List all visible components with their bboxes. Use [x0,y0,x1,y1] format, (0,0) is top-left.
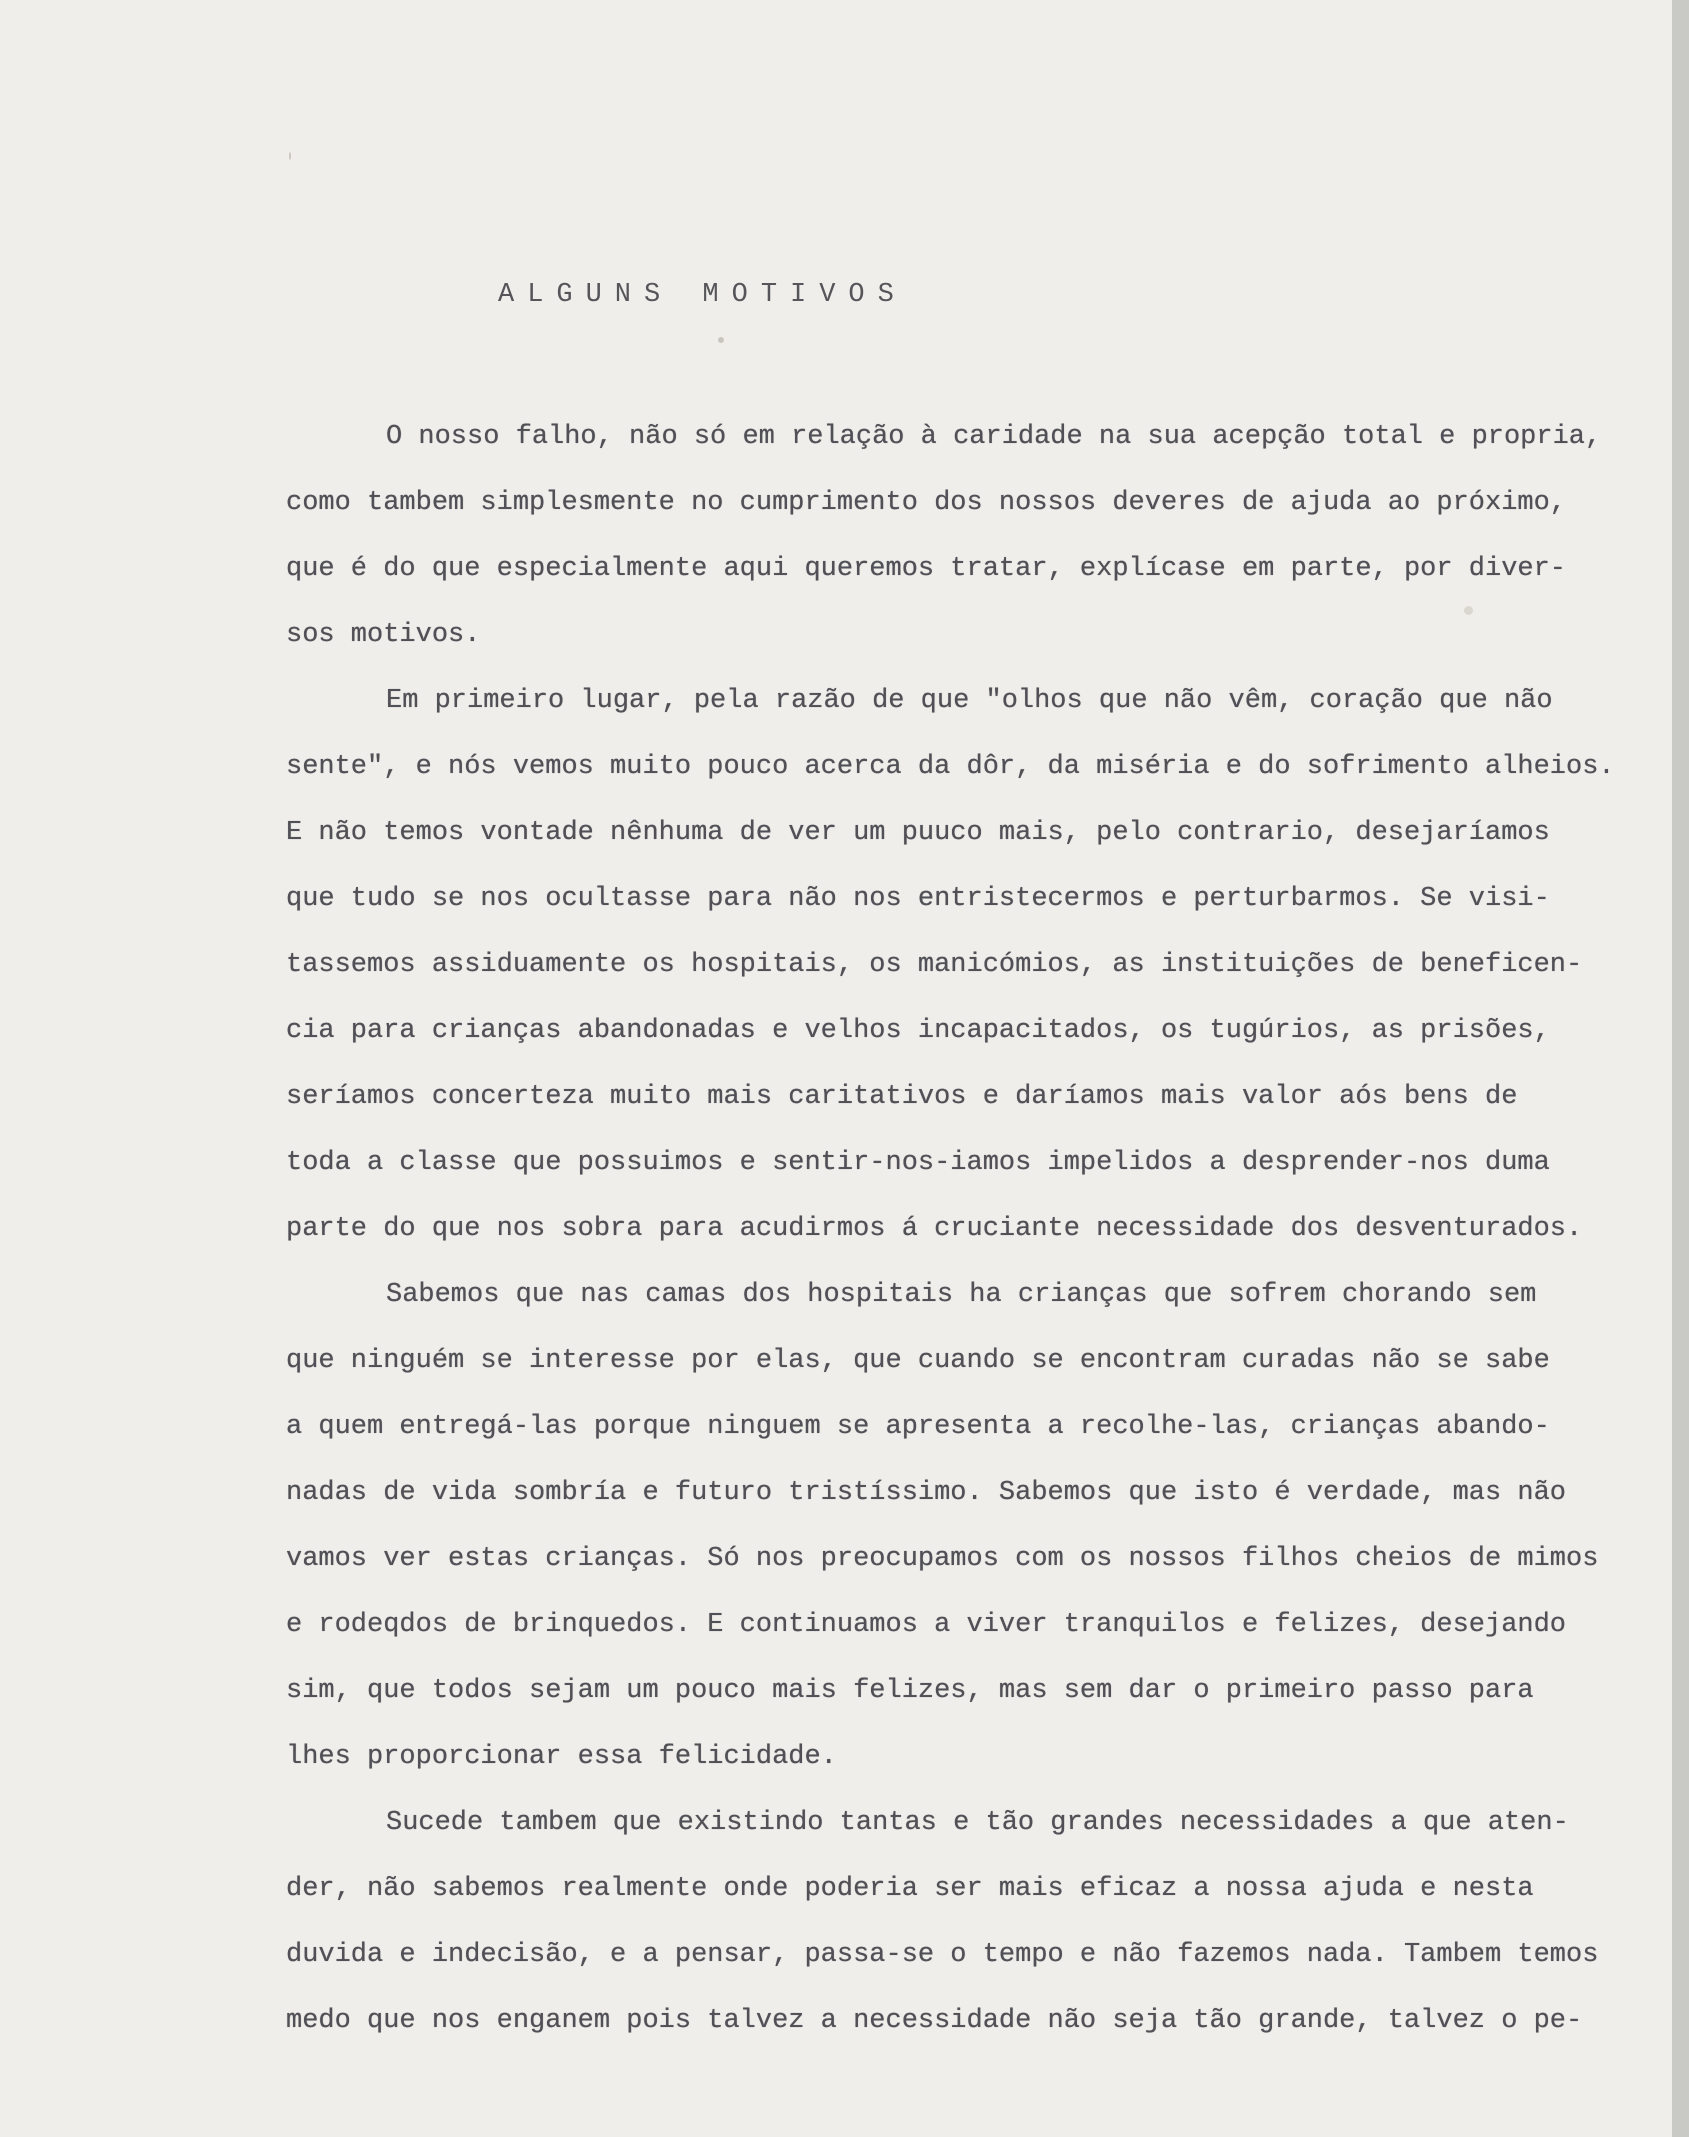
text-line: sos motivos. [286,620,481,650]
text-line: vamos ver estas crianças. Só nos preocupamos com os nossos filhos cheios de mimos [286,1544,1599,1574]
text-line: e rodeqdos de brinquedos. E continuamos a viver tranquilos e felizes, desejando [286,1610,1567,1640]
text-line: Sabemos que nas camas dos hospitais ha crianças que sofrem chorando sem [386,1280,1537,1310]
text-line: tassemos assiduamente os hospitais, os manicómios, as instituições de beneficen- [286,950,1583,980]
text-line: a quem entregá-las porque ninguem se apresenta a recolhe-las, crianças abando- [286,1412,1550,1442]
text-line: toda a classe que possuimos e sentir-nos-iamos impelidos a desprender-nos duma [286,1148,1550,1178]
paper-speck [289,152,291,160]
text-line: que tudo se nos ocultasse para não nos entristecermos e perturbarmos. Se visi- [286,884,1550,914]
text-line: como tambem simplesmente no cumprimento dos nossos deveres de ajuda ao próximo, [286,488,1567,518]
text-line: cia para crianças abandonadas e velhos incapacitados, os tugúrios, as prisões, [286,1016,1550,1046]
paper-speck [718,337,724,343]
text-line: Sucede tambem que existindo tantas e tão grandes necessidades a que aten- [386,1808,1569,1838]
document-body [286,404,1646,2054]
text-line: nadas de vida sombría e futuro tristíssimo. Sabemos que isto é verdade, mas não [286,1478,1567,1508]
page-edge [1672,0,1689,2137]
text-line: duvida e indecisão, e a pensar, passa-se o tempo e não fazemos nada. Tambem temos [286,1940,1599,1970]
page-title: ALGUNS MOTIVOS [498,280,907,310]
text-line: seríamos concerteza muito mais caritativos e daríamos mais valor aós bens de [286,1082,1518,1112]
text-line: lhes proporcionar essa felicidade. [286,1742,837,1772]
text-line: parte do que nos sobra para acudirmos á cruciante necessidade dos desventurados. [286,1214,1583,1244]
text-line: E não temos vontade nênhuma de ver um puuco mais, pelo contrario, desejaríamos [286,818,1550,848]
text-line: medo que nos enganem pois talvez a necessidade não seja tão grande, talvez o pe- [286,2006,1583,2036]
text-line: O nosso falho, não só em relação à caridade na sua acepção total e propria, [386,422,1602,452]
text-line: Em primeiro lugar, pela razão de que "olhos que não vêm, coração que não [386,686,1553,716]
text-line: que ninguém se interesse por elas, que cuando se encontram curadas não se sabe [286,1346,1550,1376]
text-line: sente", e nós vemos muito pouco acerca da dôr, da miséria e do sofrimento alheios. [286,752,1615,782]
text-line: sim, que todos sejam um pouco mais felizes, mas sem dar o primeiro passo para [286,1676,1534,1706]
text-line: que é do que especialmente aqui queremos tratar, explícase em parte, por diver- [286,554,1567,584]
text-line: der, não sabemos realmente onde poderia ser mais eficaz a nossa ajuda e nesta [286,1874,1534,1904]
